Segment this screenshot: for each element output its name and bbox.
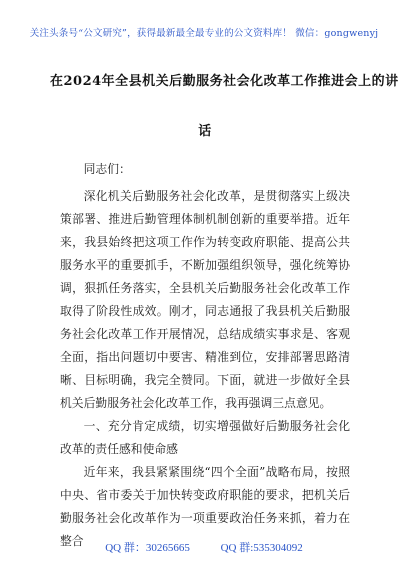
document-title-line-1: 在2024年全县机关后勤服务社会化改革工作推进会上的讲 bbox=[50, 74, 399, 89]
body-paragraph: 深化机关后勤服务社会化改革，是贯彻落实上级决策部署、推进后勤管理体制机制创新的重要举措。近年来，我县始终把这项工作作为转变政府职能、提高公共服务水平的重要抓手，不断加强组织领导，强化统筹协调，狠抓任务落实，全县机关后勤服务社会化改革工作取得了阶段性成效。刚才，同志通报了我县机关后勤服务社会化改革工作开展情况，总结成绩实事求是、客观全面，指出问题切中要害、精准到位，安排部署思路清晰、目标明确，我完全赞同。下面，就进一步做好全县机关后勤服务社会化改革工作，我再强调三点意见。 bbox=[60, 189, 350, 410]
document-body bbox=[60, 158, 350, 553]
footer-qq-group-2: QQ 群:535304092 bbox=[220, 542, 303, 554]
header-promo-note: 关注头条号“公文研究”，获得最新最全最专业的公文资料库！ 微信：gongwenyj bbox=[29, 28, 379, 39]
footer-contact bbox=[0, 539, 408, 555]
section-heading: 一、充分肯定成绩，切实增强做好后勤服务社会化改革的责任感和使命感 bbox=[60, 419, 350, 456]
document-title-line-2: 话 bbox=[198, 124, 212, 139]
body-paragraph: 近年来，我县紧紧围绕“四个全面”战略布局，按照中央、省市委关于加快转变政府职能的要求，把机关后勤服务社会化改革作为一项重要政治任务来抓，着力在整合 bbox=[60, 465, 350, 548]
footer-qq-group-1: QQ 群：30265665 bbox=[105, 542, 190, 554]
greeting: 同志们： bbox=[83, 162, 131, 176]
